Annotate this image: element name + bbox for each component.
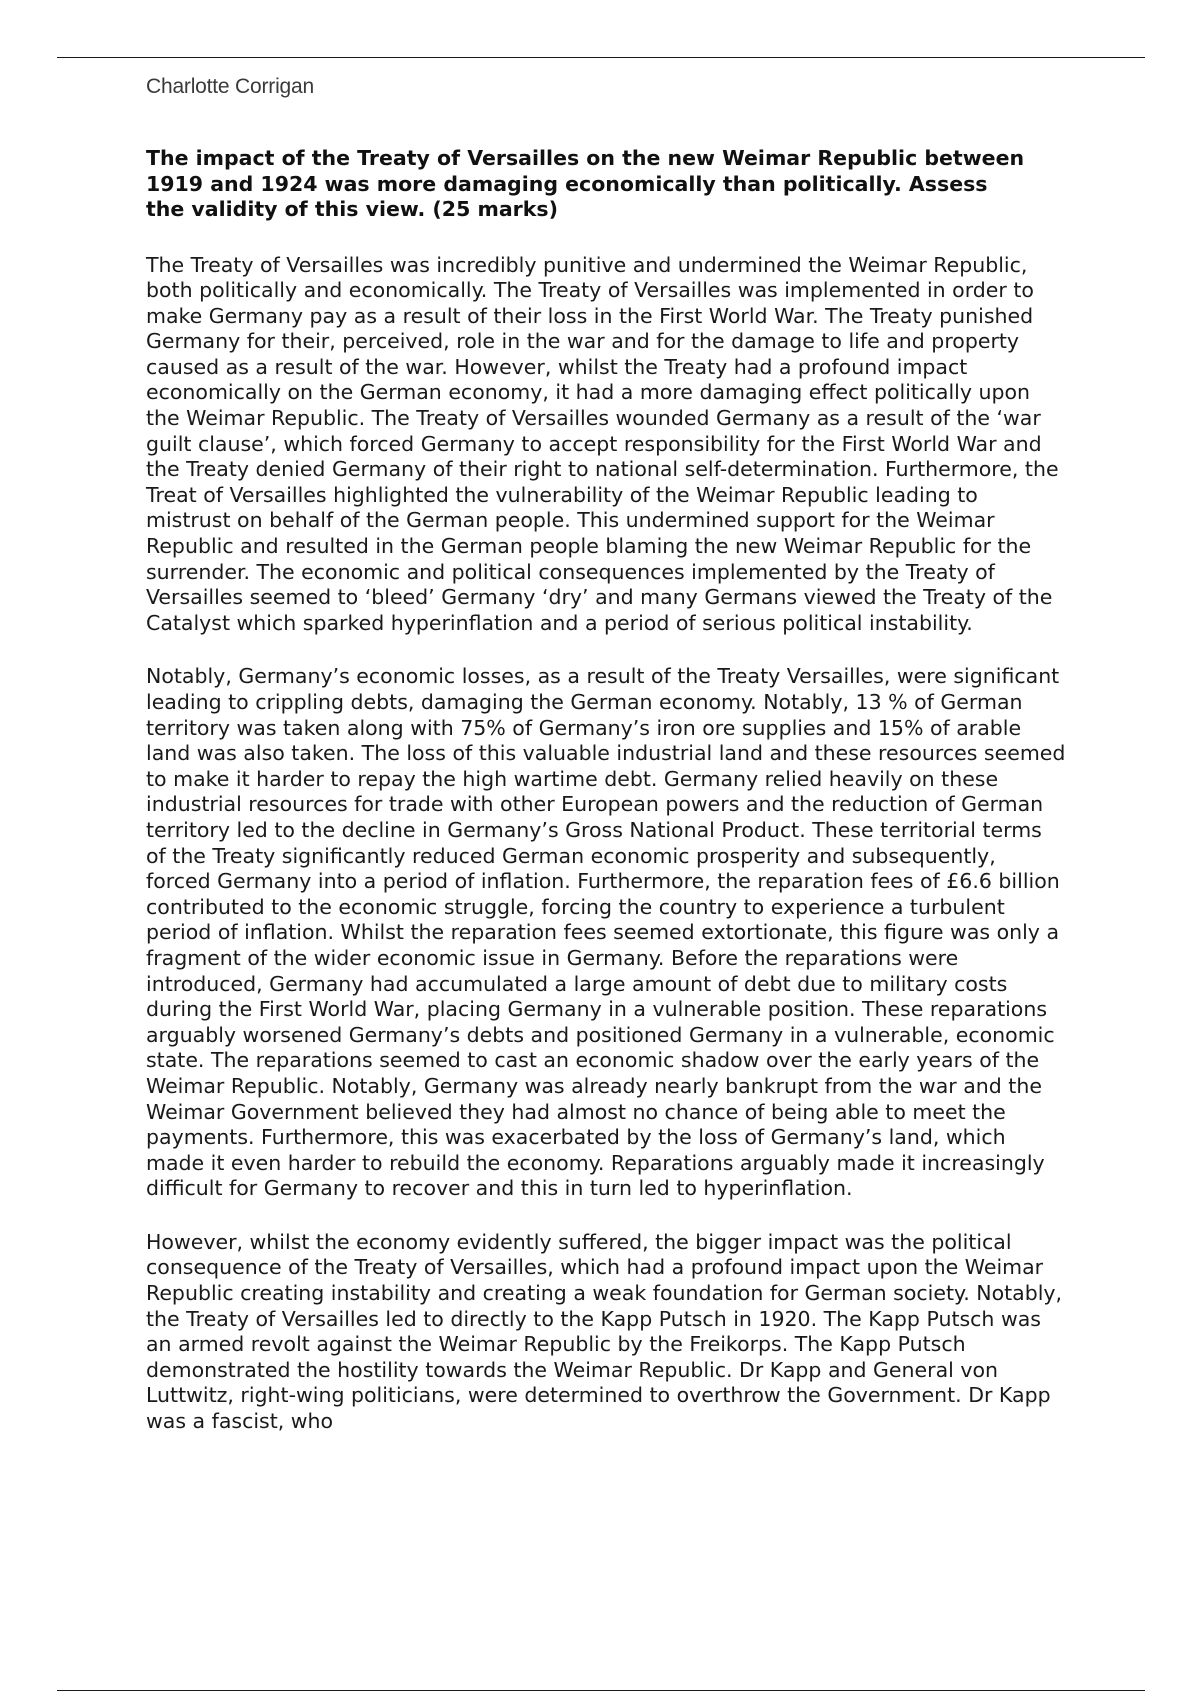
essay-title: The impact of the Treaty of Versailles on the new Weimar Republic between 1919 and 1924 was more damaging economically than politically. Assess the validity of this view. (25 marks) [146, 146, 1025, 221]
document-page [146, 73, 1066, 1435]
paragraph-3: However, whilst the economy evidently suffered, the bigger impact was the political consequence of the Treaty of Versailles, which had a profound impact upon the Weimar Republic creating instability and creating a weak foundation for German society. Notably, the Treaty of Versailles led to directly to the Kapp Putsch in 1920. The Kapp Putsch was an armed revolt against the Weimar Republic by the Freikorps. The Kapp Putsch demonstrated the hostility towards the Weimar Republic. Dr Kapp and General von Luttwitz, right-wing politicians, were determined to overthrow the Government. Dr Kapp was a fascist, who [146, 1229, 1063, 1434]
paragraph-2: Notably, Germany’s economic losses, as a result of the Treaty Versailles, were significant leading to crippling debts, damaging the German economy. Notably, 13 % of German territory was taken along with 75% of Germany’s iron ore supplies and 15% of arable land was also taken. The loss of this valuable industrial land and these resources seemed to make it harder to repay the high wartime debt. Germany relied heavily on these industrial resources for trade with other European powers and the reduction of German territory led to the decline in Germany’s Gross National Product. These territorial terms of the Treaty significantly reduced German economic prosperity and subsequently, forced Germany into a period of inflation. Furthermore, the reparation fees of £6.6 billion contributed to the economic struggle, forcing the country to experience a turbulent period of inflation. Whilst the reparation fees seemed extortionate, this figure was only a fragment of the wider economic issue in Germany. Before the reparations were introduced, Germany had accumulated a large amount of debt due to military costs during the First World War, placing Germany in a vulnerable position. These reparations arguably worsened Germany’s debts and positioned Germany in a vulnerable, economic state. The reparations seemed to cast an economic shadow over the early years of the Weimar Republic. Notably, Germany was already nearly bankrupt from the war and the Weimar Government believed they had almost no chance of being able to meet the payments. Furthermore, this was exacerbated by the loss of Germany’s land, which made it even harder to rebuild the economy. Reparations arguably made it increasingly difficult for Germany to recover and this in turn led to hyperinflation. [146, 664, 1066, 1201]
header-rule [57, 57, 1145, 58]
footer-rule [57, 1690, 1145, 1691]
author-name: Charlotte Corrigan [146, 75, 314, 98]
paragraph-1: The Treaty of Versailles was incredibly punitive and undermined the Weimar Republic, both politically and economically. The Treaty of Versailles was implemented in order to make Germany pay as a result of their loss in the First World War. The Treaty punished Germany for their, perceived, role in the war and for the damage to life and property caused as a result of the war. However, whilst the Treaty had a profound impact economically on the German economy, it had a more damaging effect politically upon the Weimar Republic. The Treaty of Versailles wounded Germany as a result of the ‘war guilt clause’, which forced Germany to accept responsibility for the First World War and the Treaty denied Germany of their right to national self-determination. Furthermore, the Treat of Versailles highlighted the vulnerability of the Weimar Republic leading to mistrust on behalf of the German people. This undermined support for the Weimar Republic and resulted in the German people blaming the new Weimar Republic for the surrender. The economic and political consequences implemented by the Treaty of Versailles seemed to ‘bleed’ Germany ‘dry’ and many Germans viewed the Treaty of the Catalyst which sparked hyperinflation and a period of serious political instability. [146, 252, 1059, 635]
